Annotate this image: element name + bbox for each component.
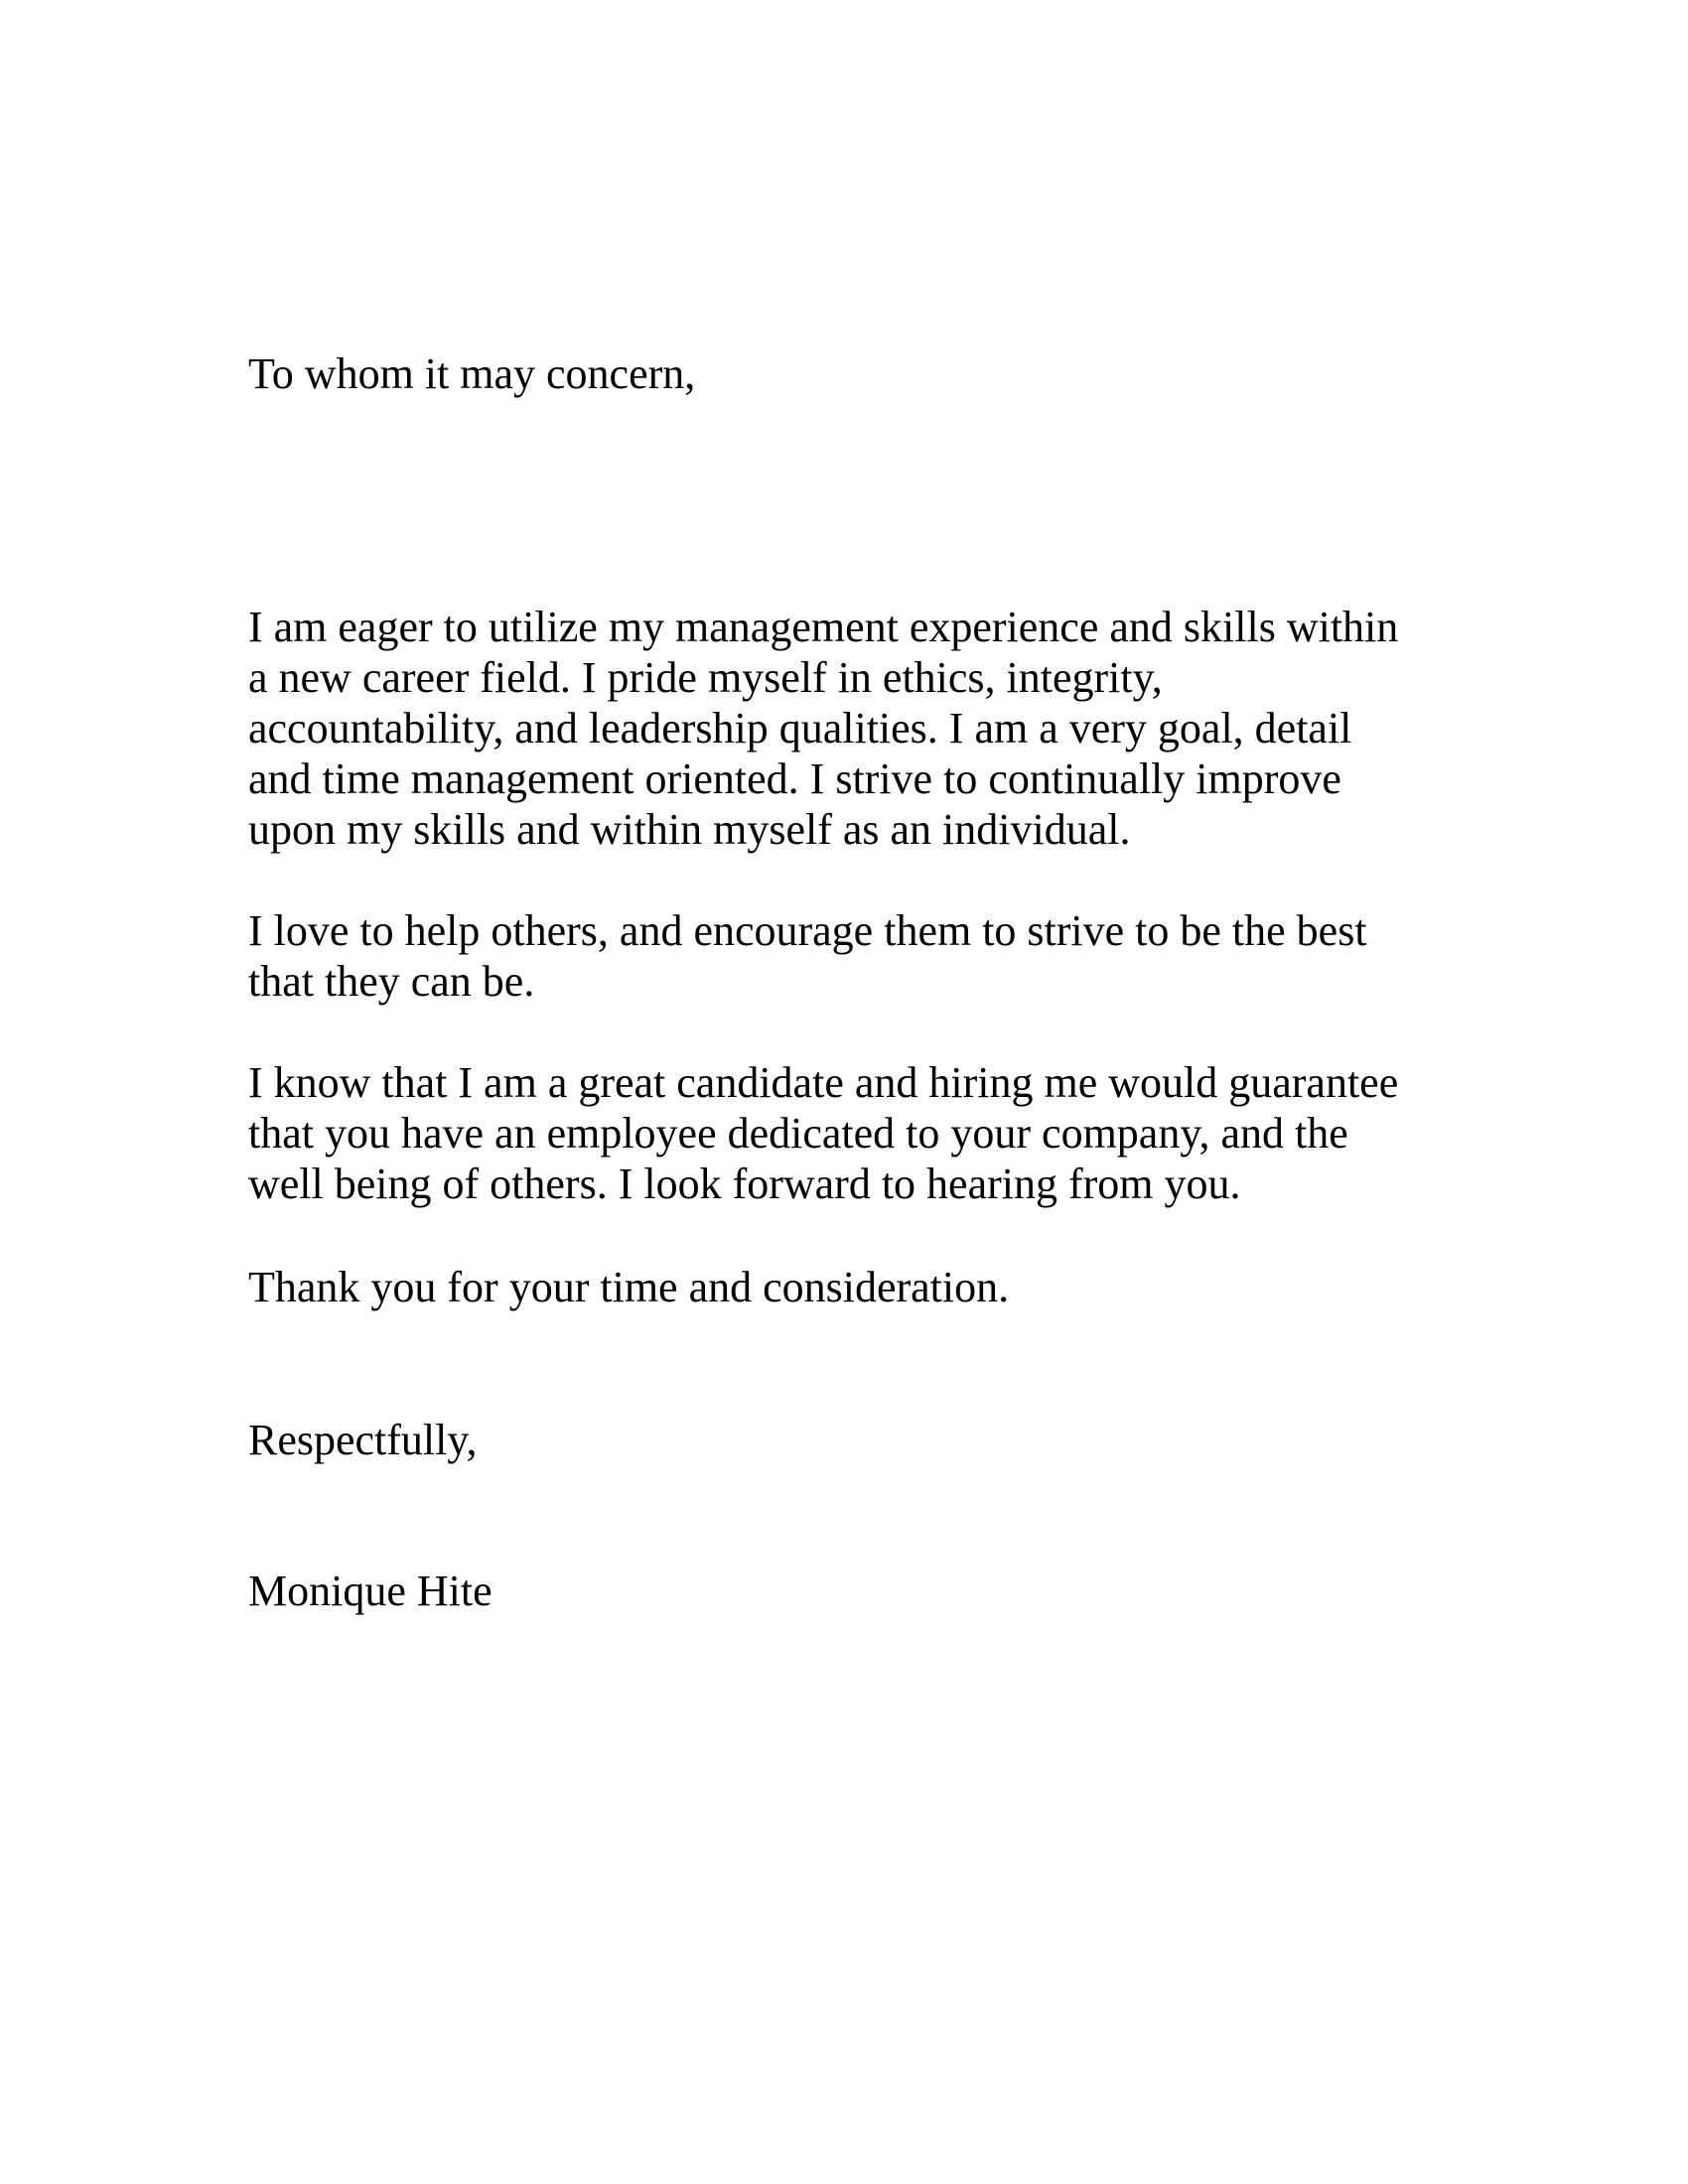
paragraph-line: I know that I am a great candidate and hiring me would guarantee [248, 1058, 1399, 1107]
paragraph-line: that they can be. [248, 957, 535, 1006]
paragraph-line: a new career field. I pride myself in ethics, integrity, [248, 653, 1163, 702]
paragraph-line: and time management oriented. I strive to continually improve [248, 754, 1341, 803]
thanks-line: Thank you for your time and consideration. [248, 1263, 1010, 1311]
paragraph-line: that you have an employee dedicated to your company, and the [248, 1109, 1348, 1158]
paragraph-line: accountability, and leadership qualities. I am a very goal, detail [248, 704, 1352, 752]
body-paragraph-2 [248, 905, 1470, 1007]
salutation: To whom it may concern, [248, 349, 696, 398]
closing: Respectfully, [248, 1416, 478, 1464]
paragraph-line: well being of others. I look forward to hearing from you. [248, 1160, 1241, 1208]
body-paragraph-1 [248, 602, 1470, 855]
paragraph-line: I love to help others, and encourage them to strive to be the best [248, 906, 1367, 955]
paragraph-line: upon my skills and within myself as an individual. [248, 805, 1131, 854]
signature-name: Monique Hite [248, 1567, 492, 1615]
paragraph-line: I am eager to utilize my management experience and skills within [248, 603, 1399, 651]
body-paragraph-3 [248, 1057, 1470, 1209]
